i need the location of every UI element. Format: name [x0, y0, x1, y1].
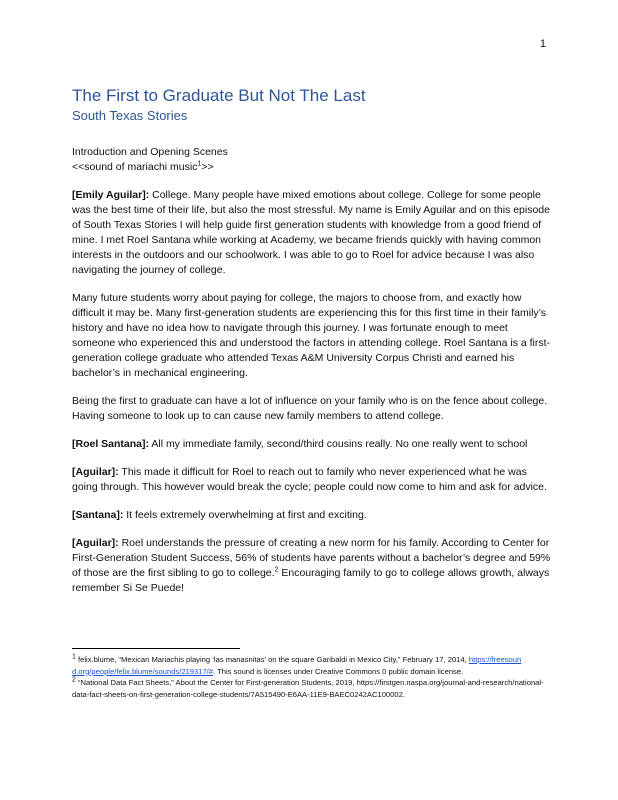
footnote-1 — [72, 654, 552, 677]
page-number: 1 — [539, 38, 546, 50]
speaker-label: [Emily Aguilar]: — [72, 189, 150, 201]
paragraph-2: Many future students worry about paying for college, the majors to choose from, and exactly how difficult it may be. Many first-generation students are experiencing this for this first time in their family’s history and have no idea how to navigate through this journey. I was fortunate enough to meet someone who experienced this and understood the factors in attending college. Roel Santana is a first-generation college graduate who attended Texas A&M University Corpus Christi and earned his bachelor’s in mechanical engineering. — [72, 292, 551, 379]
footnote-ref-2[interactable]: 2 — [274, 566, 279, 574]
paragraph-6 — [72, 508, 552, 523]
footnote-separator — [72, 648, 240, 649]
paragraph-text: This made it difficult for Roel to reach out to family who never experienced what he was going through. This however would break the cycle; people could now come to him and ask for advice. — [72, 466, 547, 493]
paragraph-3: Being the first to graduate can have a lot of influence on your family who is on the fence about college. Having someone to look up to can cause new family members to attend college. — [72, 395, 548, 422]
footnotes — [72, 654, 552, 700]
paragraph-text: It feels extremely overwhelming at first and exciting. — [123, 509, 367, 521]
sound-cue-text: <<sound of mariachi music — [72, 161, 198, 173]
paragraph-text: All my immediate family, second/third cousins really. No one really went to school — [149, 438, 528, 450]
footnote-text: felix.blume, “Mexican Mariachis playing ‘las manasnitas’ on the square Garibaldi in Mexico City,” February 17, 2014, — [75, 655, 469, 664]
document-subtitle: South Texas Stories — [72, 108, 188, 123]
footnote-link[interactable]: https://freesoun d.org/people/felix.blume/sounds/219317/# — [72, 655, 522, 676]
speaker-label: [Aguilar]: — [72, 466, 119, 478]
paragraph-text: College. Many people have mixed emotions about college. College for some people was the best time of their life, but also the most stressful. My name is Emily Aguilar and on this episode of South Texas Stories I will help guide first generation students with knowledge from a good friend of mine. I met Roel Santana while working at Academy, we became friends quickly with having common interests in the outdoors and our schoolwork. I was able to go to Roel for advice because I was also navigating the journey of college. — [72, 189, 550, 276]
paragraph-1 — [72, 188, 552, 278]
footnote-text-after: . This sound is licenses under Creative Commons 0 public domain license. — [213, 666, 464, 676]
paragraph-text: Roel understands the pressure of creating a new norm for his family. According to Center for First-Generation Student Success, 56% of students have parents without a bachelor’s degree and 59% of those are the first sibling to go to college. — [72, 537, 551, 579]
document-title: The First to Graduate But Not The Last — [72, 86, 366, 105]
footnote-text: “National Data Fact Sheets,” About the Center for First-generation Students, 2019, https://firstgen.naspa.org/journal-and-research/national-data-fact-sheets-on-first-generation-college-students/7A515490-E6AA-11E9-BAEC0242AC100002. — [72, 678, 544, 699]
footnote-ref-1[interactable]: 1 — [197, 160, 202, 168]
speaker-label: [Santana]: — [72, 509, 124, 521]
speaker-label: [Roel Santana]: — [72, 438, 150, 450]
paragraph-7 — [72, 536, 552, 596]
footnote-2 — [72, 677, 552, 700]
sound-cue — [72, 160, 552, 175]
footnote-number: 1 — [72, 653, 76, 661]
paragraph-text-after: Encouraging family to go to college allows growth, always remember Si Se Puede! — [72, 567, 550, 594]
speaker-label: [Aguilar]: — [72, 537, 119, 549]
paragraph-5 — [72, 465, 552, 495]
footnote-number: 2 — [72, 676, 76, 684]
intro-heading: Introduction and Opening Scenes — [72, 146, 228, 158]
document-body — [72, 145, 552, 609]
sound-cue-end: >> — [201, 161, 214, 173]
paragraph-4 — [72, 437, 552, 452]
